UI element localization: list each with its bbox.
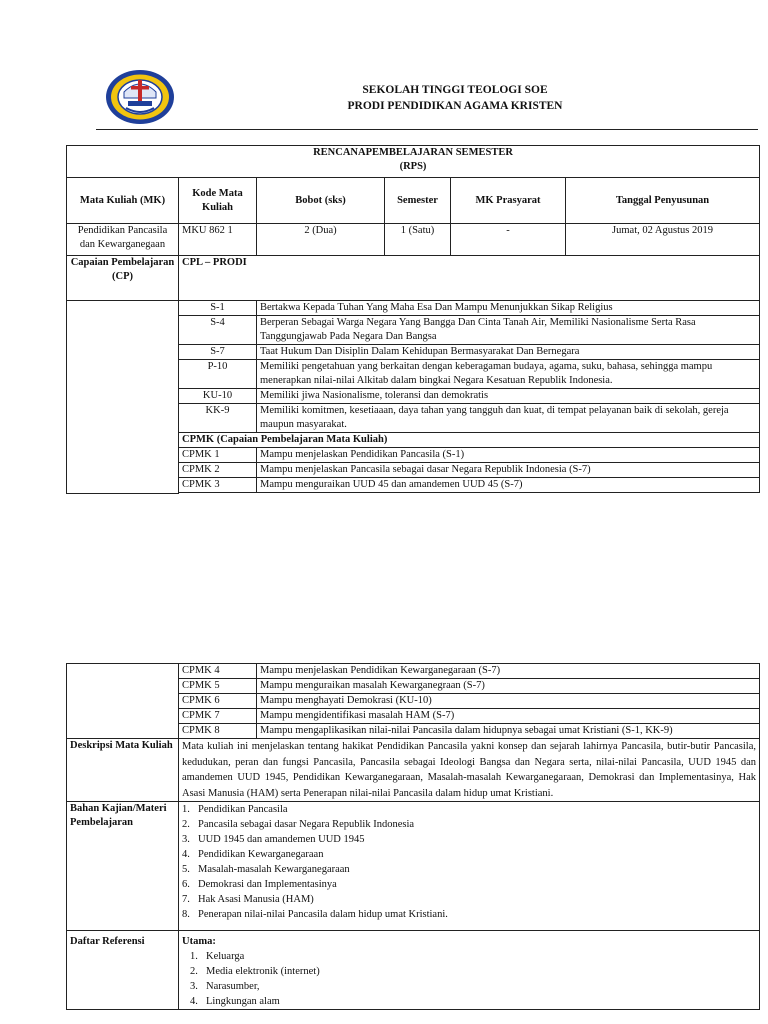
cpmk-code: CPMK 5 bbox=[179, 679, 257, 694]
header-divider bbox=[96, 129, 758, 130]
value-semester: 1 (Satu) bbox=[385, 224, 451, 256]
value-bobot: 2 (Dua) bbox=[257, 224, 385, 256]
cpl-text: Memiliki komitmen, kesetiaaan, daya tahan yang tangguh dan kuat, di tempat pelayanan baik di sekolah, gereja maupun masyarakat. bbox=[257, 404, 760, 433]
cpl-code: KU-10 bbox=[179, 389, 257, 404]
col-semester: Semester bbox=[385, 178, 451, 224]
deskripsi-label: Deskripsi Mata Kuliah bbox=[67, 739, 179, 802]
cpmk-code: CPMK 7 bbox=[179, 709, 257, 724]
value-tanggal: Jumat, 02 Agustus 2019 bbox=[566, 224, 760, 256]
cpmk-text: Mampu mengidentifikasi masalah HAM (S-7) bbox=[257, 709, 760, 724]
cpmk-text: Mampu menjelaskan Pendidikan Pancasila (S-1) bbox=[257, 448, 760, 463]
cpmk-text: Mampu menguraikan masalah Kewarganegraan (S-7) bbox=[257, 679, 760, 694]
list-item: 3. Narasumber, bbox=[190, 981, 260, 992]
list-item: 1. Pendidikan Pancasila bbox=[182, 804, 288, 815]
cpl-text: Bertakwa Kepada Tuhan Yang Maha Esa Dan Mampu Menunjukkan Sikap Religius bbox=[257, 301, 760, 316]
value-kode: MKU 862 1 bbox=[179, 224, 257, 256]
list-item: 4. Lingkungan alam bbox=[190, 996, 280, 1007]
col-tanggal: Tanggal Penyusunan bbox=[566, 178, 760, 224]
list-item: 5. Masalah-masalah Kewarganegaraan bbox=[182, 864, 350, 875]
cpmk-code: CPMK 3 bbox=[179, 478, 257, 493]
cpmk-heading: CPMK (Capaian Pembelajaran Mata Kuliah) bbox=[179, 433, 760, 448]
cpl-text: Memiliki jiwa Nasionalisme, toleransi dan demokratis bbox=[257, 389, 760, 404]
cpmk-code: CPMK 4 bbox=[179, 664, 257, 679]
col-bobot: Bobot (sks) bbox=[257, 178, 385, 224]
list-item: 1. Keluarga bbox=[190, 951, 245, 962]
list-item: 7. Hak Asasi Manusia (HAM) bbox=[182, 894, 314, 905]
list-item: 3. UUD 1945 dan amandemen UUD 1945 bbox=[182, 834, 365, 845]
cpl-code: S-1 bbox=[179, 301, 257, 316]
bahan-label: Bahan Kajian/Materi Pembelajaran bbox=[67, 802, 179, 931]
list-item: 4. Pendidikan Kewarganegaraan bbox=[182, 849, 324, 860]
cpmk-spacer bbox=[67, 664, 179, 739]
cpmk-text: Mampu menjelaskan Pancasila sebagai dasar Negara Republik Indonesia (S-7) bbox=[257, 463, 760, 478]
cpl-code: S-4 bbox=[179, 316, 257, 345]
cpmk-code: CPMK 1 bbox=[179, 448, 257, 463]
cpl-text: Berperan Sebagai Warga Negara Yang Bangga Dan Cinta Tanah Air, Memiliki Nasionalisme Serta Rasa Tanggungjawab Pada Negara Dan Bangsa bbox=[257, 316, 760, 345]
deskripsi-text: Mata kuliah ini menjelaskan tentang hakikat Pendidikan Pancasila yakni konsep dan sejarah lahirnya Pancasila, butir-butir Pancasila, kedudukan, peran dan fungsi Pancasila, Pancasila sebagai Ideologi Bangsa dan Negara serta, nilai-nilai Pancasila, UUD 1945 dan amandemen UUD 1945, Pendidikan Kewarganegaraan, Masalah-masalah Kewarganegaraan, Demokrasi dan Implementasinya, Hak Asasi Manusia (HAM) serta Penerapan nilai-nilai Pancasila dalam hidup umat Kristiani. bbox=[179, 739, 760, 802]
cpmk-text: Mampu menghayati Demokrasi (KU-10) bbox=[257, 694, 760, 709]
school-name: SEKOLAH TINGGI TEOLOGI SOE bbox=[362, 84, 548, 96]
cp-spacer bbox=[67, 301, 179, 494]
cpl-text: Taat Hukum Dan Disiplin Dalam Kehidupan Bermasyarakat Dan Bernegara bbox=[257, 345, 760, 360]
col-mata-kuliah: Mata Kuliah (MK) bbox=[67, 178, 179, 224]
referensi-label: Daftar Referensi bbox=[67, 931, 179, 1010]
filler bbox=[179, 493, 760, 494]
col-kode: Kode Mata Kuliah bbox=[179, 178, 257, 224]
cpmk-text: Mampu menjelaskan Pendidikan Kewarganegaraan (S-7) bbox=[257, 664, 760, 679]
referensi-heading: Utama: bbox=[182, 936, 216, 947]
col-prasyarat: MK Prasyarat bbox=[451, 178, 566, 224]
cpmk-code: CPMK 2 bbox=[179, 463, 257, 478]
cpl-heading: CPL – PRODI bbox=[179, 256, 760, 301]
referensi-cell bbox=[179, 931, 760, 1010]
school-logo bbox=[104, 68, 176, 126]
cp-label: Capaian Pembelajaran (CP) bbox=[67, 256, 179, 301]
cpl-code: P-10 bbox=[179, 360, 257, 389]
list-item: 2. Pancasila sebagai dasar Negara Republik Indonesia bbox=[182, 819, 415, 830]
list-item: 6. Demokrasi dan Implementasinya bbox=[182, 879, 337, 890]
value-prasyarat: - bbox=[451, 224, 566, 256]
rps-table-continued bbox=[66, 663, 760, 1010]
program-name: PRODI PENDIDIKAN AGAMA KRISTEN bbox=[347, 100, 563, 112]
cpmk-text: Mampu mengaplikasikan nilai-nilai Pancasila dalam hidupnya sebagai umat Kristiani (S-1, KK-9) bbox=[257, 724, 760, 739]
rps-title: RENCANAPEMBELAJARAN SEMESTER (RPS) bbox=[67, 146, 760, 178]
bahan-list bbox=[179, 802, 760, 931]
cpmk-code: CPMK 8 bbox=[179, 724, 257, 739]
value-mata-kuliah: Pendidikan Pancasila dan Kewarganegaan bbox=[67, 224, 179, 256]
rps-table bbox=[66, 145, 760, 494]
list-item: 2. Media elektronik (internet) bbox=[190, 966, 320, 977]
cpmk-text: Mampu menguraikan UUD 45 dan amandemen UUD 45 (S-7) bbox=[257, 478, 760, 493]
cpl-text: Memiliki pengetahuan yang berkaitan dengan keberagaman budaya, agama, suku, bahasa, sehingga mampu menerapkan nilai-nilai Alkitab dalam bingkai Negara Kesatuan Republik Indonesia. bbox=[257, 360, 760, 389]
cpl-code: S-7 bbox=[179, 345, 257, 360]
list-item: 8. Penerapan nilai-nilai Pancasila dalam hidup umat Kristiani. bbox=[182, 909, 448, 920]
cpl-code: KK-9 bbox=[179, 404, 257, 433]
cpmk-code: CPMK 6 bbox=[179, 694, 257, 709]
